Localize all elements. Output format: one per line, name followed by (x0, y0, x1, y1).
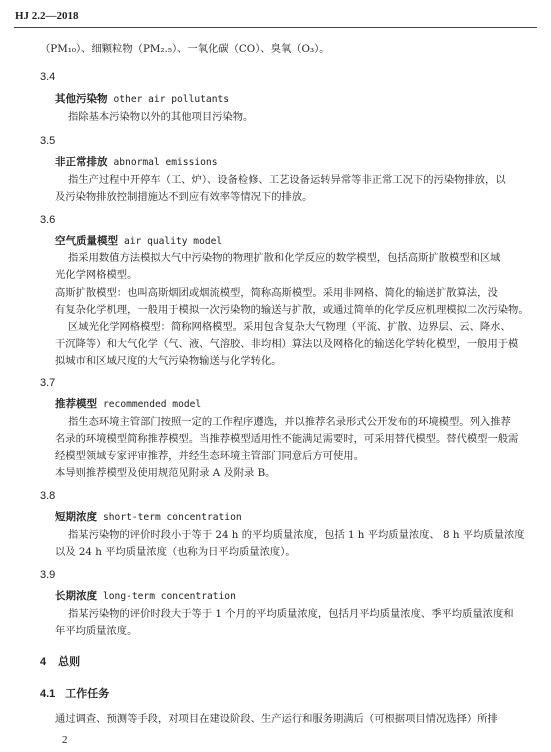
body-line: 指某污染物的评价时段小于等于 24 h 的平均质量浓度，包括 1 h 平均质量浓度、 8 h 平均质量浓度 (68, 529, 525, 541)
term-heading (55, 510, 242, 525)
body-line: 以及 24 h 平均质量浓度（也称为日平均质量浓度）。 (55, 546, 296, 558)
term-en: short-term concentration (103, 512, 242, 523)
term-zh: 短期浓度 (55, 511, 97, 523)
body-line: 年平均质量浓度。 (55, 625, 138, 637)
term-heading (55, 155, 217, 170)
body-line: 有复杂化学机理，一般用于模拟一次污染物的输送与扩散，或通过简单的化学反应机理模拟二次污染物。 (55, 304, 529, 316)
body-line: 干沉降等）和大气化学（气、液、气溶胶、非均相）算法以及网格化的输送化学转化模型，一般用于模 (55, 338, 519, 350)
section-number: 4 (40, 656, 47, 668)
body-line: 高斯扩散模型：也叫高斯烟团或烟流模型，简称高斯模型。采用非网格、简化的输送扩散算法，没 (55, 287, 498, 299)
standard-code-header: HJ 2.2—2018 (15, 10, 79, 22)
term-en: abnormal emissions (113, 157, 218, 168)
clause-number: 3.7 (40, 377, 56, 389)
body-line: 名录的环境模型简称推荐模型。当推荐模型适用性不能满足需要时，可采用替代模型。替代模型一般需 (55, 433, 519, 445)
term-heading (55, 234, 222, 249)
page-number: 2 (62, 734, 68, 746)
term-heading (55, 397, 201, 412)
term-zh: 其他污染物 (55, 93, 108, 105)
term-heading (55, 92, 229, 107)
clause-number: 3.4 (40, 71, 56, 83)
subsection-heading (40, 687, 109, 701)
body-line: 指某污染物的评价时段大于等于 1 个月的平均质量浓度，包括月平均质量浓度、季平均质量浓度和 (68, 608, 514, 620)
clause-number: 3.8 (40, 490, 56, 502)
body-line: （PM₁₀）、细颗粒物（PM₂.₅）、一氧化碳（CO）、臭氧（O₃）。 (40, 43, 330, 55)
subsection-title: 工作任务 (65, 687, 110, 700)
body-line: 光化学网格模型。 (55, 269, 138, 281)
body-line: 指生产过程中开停车（工、炉）、设备检修、工艺设备运转异常等非正常工况下的污染物排放，以 (68, 174, 506, 186)
body-line: 区域光化学网格模型：简称网格模型。采用包含复杂大气物理（平流、扩散、边界层、云、降水、 (68, 321, 511, 333)
header-rule (14, 27, 537, 28)
clause-number: 3.5 (40, 135, 56, 147)
section-heading (40, 655, 80, 669)
term-en: recommended model (103, 399, 202, 410)
body-line: 拟城市和区域尺度的大气污染物输送与化学转化。 (55, 355, 282, 367)
subsection-number: 4.1 (40, 688, 56, 700)
term-heading (55, 589, 236, 604)
body-line: 指生态环境主管部门按照一定的工作程序遵选，并以推荐名录形式公开发布的环境模型。列入推荐 (68, 416, 511, 428)
body-line: 及污染物排放控制措施达不到应有效率等情况下的排放。 (55, 191, 313, 203)
clause-number: 3.6 (40, 214, 56, 226)
body-line: 指采用数值方法模拟大气中污染物的物理扩散和化学反应的数学模型，包括高斯扩散模型和区域 (68, 252, 501, 264)
term-en: air quality model (124, 236, 223, 247)
clause-number: 3.9 (40, 569, 56, 581)
body-line: 指除基本污染物以外的其他项目污染物。 (68, 111, 254, 123)
body-line: 本导则推荐模型及使用规范见附录 A 及附录 B。 (55, 467, 276, 479)
term-zh: 长期浓度 (55, 590, 97, 602)
term-en: other air pollutants (113, 94, 230, 105)
term-zh: 空气质量模型 (55, 235, 118, 247)
term-zh: 非正常排放 (55, 156, 108, 168)
body-line: 经模型领域专家评审推荐，并经生态环境主管部门同意后方可使用。 (55, 450, 364, 462)
term-en: long-term concentration (103, 591, 236, 602)
body-line: 通过调查、预测等手段，对项目在建设阶段、生产运行和服务期满后（可根据项目情况选择）所排 (55, 713, 498, 725)
section-title: 总则 (58, 655, 81, 668)
term-zh: 推荐模型 (55, 398, 97, 410)
